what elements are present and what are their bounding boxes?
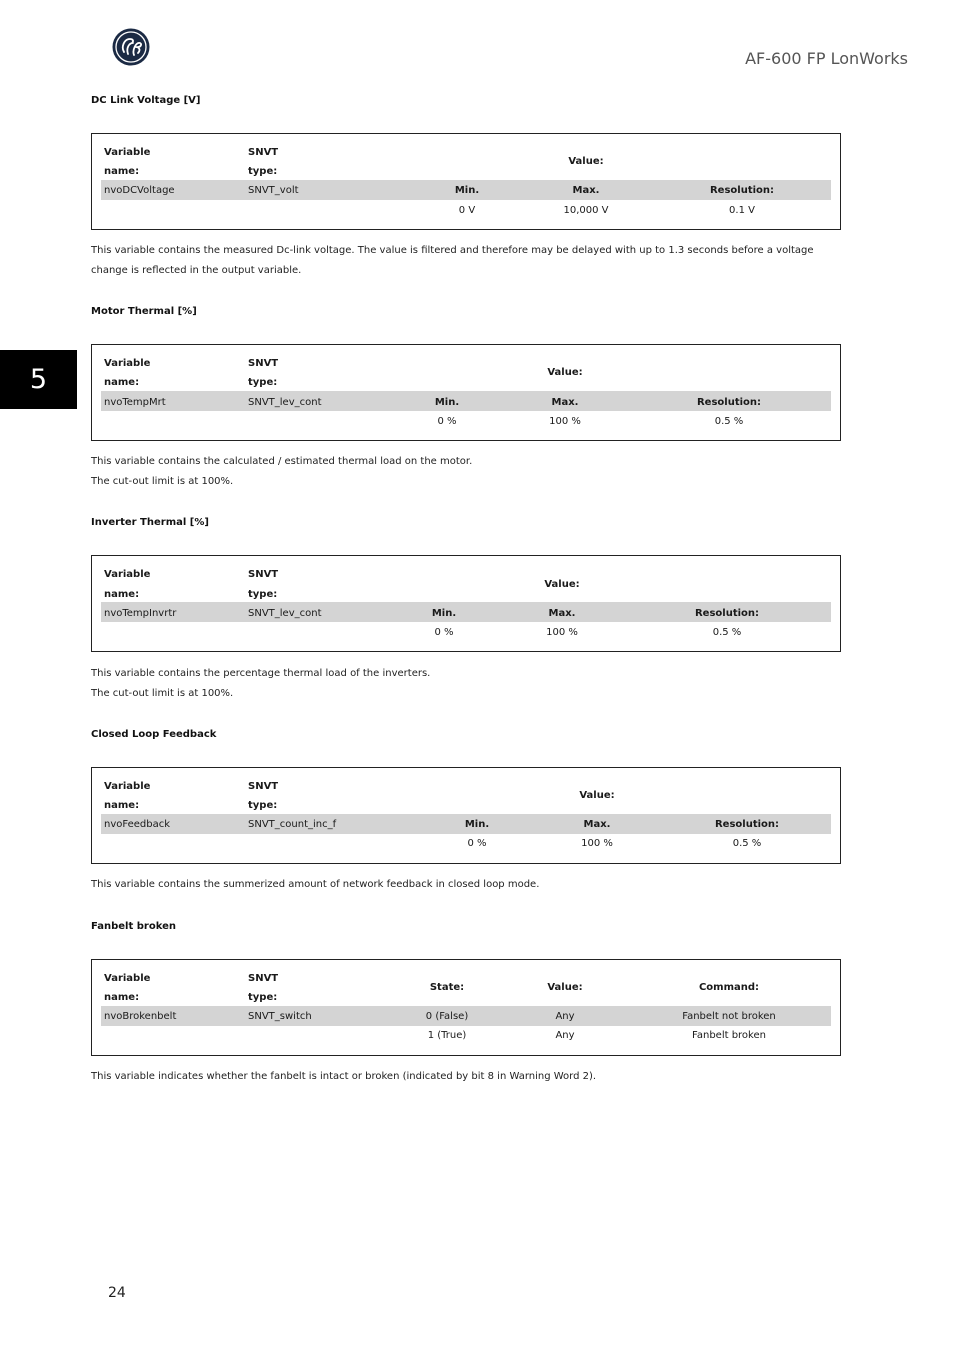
state-value: 0 (False) <box>425 1011 469 1022</box>
variable-table <box>91 344 841 441</box>
col-header-resolution: Resolution: <box>714 819 780 830</box>
snvt-type: SNVT_switch <box>248 1011 312 1022</box>
variable-table <box>91 555 841 652</box>
col-header-resolution: Resolution: <box>696 397 762 408</box>
col-header-type: type: <box>248 992 278 1003</box>
col-group-value: Value: <box>544 579 580 590</box>
snvt-type: SNVT_lev_cont <box>248 608 322 619</box>
col-header-name: name: <box>104 800 140 811</box>
value-resolution: 0.5 % <box>714 416 744 427</box>
snvt-type: SNVT_lev_cont <box>248 397 322 408</box>
variable-table <box>91 133 841 230</box>
variable-name: nvoBrokenbelt <box>104 1011 177 1022</box>
chapter-tab: 5 <box>0 350 77 409</box>
ge-logo-icon <box>112 28 150 66</box>
value-max: 100 % <box>546 627 578 638</box>
col-group-value: Value: <box>579 790 615 801</box>
command-cell: Fanbelt not broken <box>682 1011 776 1022</box>
col-header-snvt: SNVT <box>248 781 279 792</box>
section-heading: Fanbelt broken <box>91 921 176 932</box>
col-header-snvt: SNVT <box>248 358 279 369</box>
col-header-type: type: <box>248 377 278 388</box>
col-header-max: Max. <box>548 608 576 619</box>
description-line: The cut-out limit is at 100%. <box>91 475 234 487</box>
col-header-max: Max. <box>551 397 579 408</box>
col-header-resolution: Resolution: <box>709 185 775 196</box>
col-header-name: name: <box>104 992 140 1003</box>
snvt-type: SNVT_volt <box>248 185 299 196</box>
page-number: 24 <box>108 1285 126 1301</box>
col-header-variable: Variable <box>104 147 151 158</box>
section-description <box>91 664 843 703</box>
value-cell: Any <box>555 1011 575 1022</box>
description-line: This variable contains the summerized amount of network feedback in closed loop mode. <box>91 879 540 890</box>
col-header-variable: Variable <box>104 781 151 792</box>
col-header-name: name: <box>104 589 140 600</box>
value-min: 0 V <box>458 205 476 216</box>
col-header-max: Max. <box>583 819 611 830</box>
value-resolution: 0.5 % <box>732 838 762 849</box>
variable-name: nvoTempMrt <box>104 397 166 408</box>
section-description <box>91 1067 843 1087</box>
description-line: This variable indicates whether the fanbelt is intact or broken (indicated by bit 8 in Warning Word 2). <box>91 1071 597 1082</box>
col-header-type: type: <box>248 589 278 600</box>
col-header-max: Max. <box>572 185 600 196</box>
col-header-command: Command: <box>698 982 760 993</box>
col-header-snvt: SNVT <box>248 147 279 158</box>
col-header-min: Min. <box>454 185 480 196</box>
section-description <box>91 452 843 491</box>
section-heading: DC Link Voltage [V] <box>91 95 201 106</box>
state-value: 1 (True) <box>427 1030 467 1041</box>
col-header-variable: Variable <box>104 569 151 580</box>
variable-name: nvoTempInvrtr <box>104 608 177 619</box>
col-header-min: Min. <box>464 819 490 830</box>
col-header-value: Value: <box>547 982 583 993</box>
value-cell: Any <box>555 1030 575 1041</box>
section-heading: Motor Thermal [%] <box>91 306 197 317</box>
variable-table <box>91 767 841 864</box>
description-line: This variable contains the percentage thermal load of the inverters. <box>91 668 431 679</box>
variable-name: nvoFeedback <box>104 819 170 830</box>
section-heading: Inverter Thermal [%] <box>91 517 209 528</box>
value-max: 100 % <box>549 416 581 427</box>
col-group-value: Value: <box>568 156 604 167</box>
col-header-variable: Variable <box>104 973 151 984</box>
value-max: 10,000 V <box>563 205 609 216</box>
col-header-snvt: SNVT <box>248 973 279 984</box>
col-header-type: type: <box>248 166 278 177</box>
value-max: 100 % <box>581 838 613 849</box>
description-line: This variable contains the calculated / estimated thermal load on the motor. <box>91 456 473 467</box>
command-cell: Fanbelt broken <box>692 1030 766 1041</box>
col-header-resolution: Resolution: <box>694 608 760 619</box>
section-description <box>91 875 843 895</box>
description-line: This variable contains the measured Dc-link voltage. The value is filtered and therefore may be delayed with up to 1.3 seconds before a voltage change is reflected in the output variable. <box>91 245 814 276</box>
document-title: AF-600 FP LonWorks <box>745 49 908 68</box>
snvt-type: SNVT_count_inc_f <box>248 819 337 830</box>
section-description <box>91 241 843 280</box>
col-header-variable: Variable <box>104 358 151 369</box>
section-heading: Closed Loop Feedback <box>91 729 217 740</box>
value-resolution: 0.5 % <box>712 627 742 638</box>
col-header-min: Min. <box>434 397 460 408</box>
variable-table <box>91 959 841 1056</box>
col-header-min: Min. <box>431 608 457 619</box>
variable-name: nvoDCVoltage <box>104 185 175 196</box>
value-resolution: 0.1 V <box>729 205 755 216</box>
col-header-name: name: <box>104 166 140 177</box>
col-group-value: Value: <box>547 367 583 378</box>
col-header-name: name: <box>104 377 140 388</box>
value-min: 0 % <box>434 627 454 638</box>
value-min: 0 % <box>467 838 487 849</box>
value-min: 0 % <box>437 416 457 427</box>
col-header-type: type: <box>248 800 278 811</box>
description-line: The cut-out limit is at 100%. <box>91 687 234 699</box>
col-header-snvt: SNVT <box>248 569 279 580</box>
col-header-state: State: <box>429 982 465 993</box>
